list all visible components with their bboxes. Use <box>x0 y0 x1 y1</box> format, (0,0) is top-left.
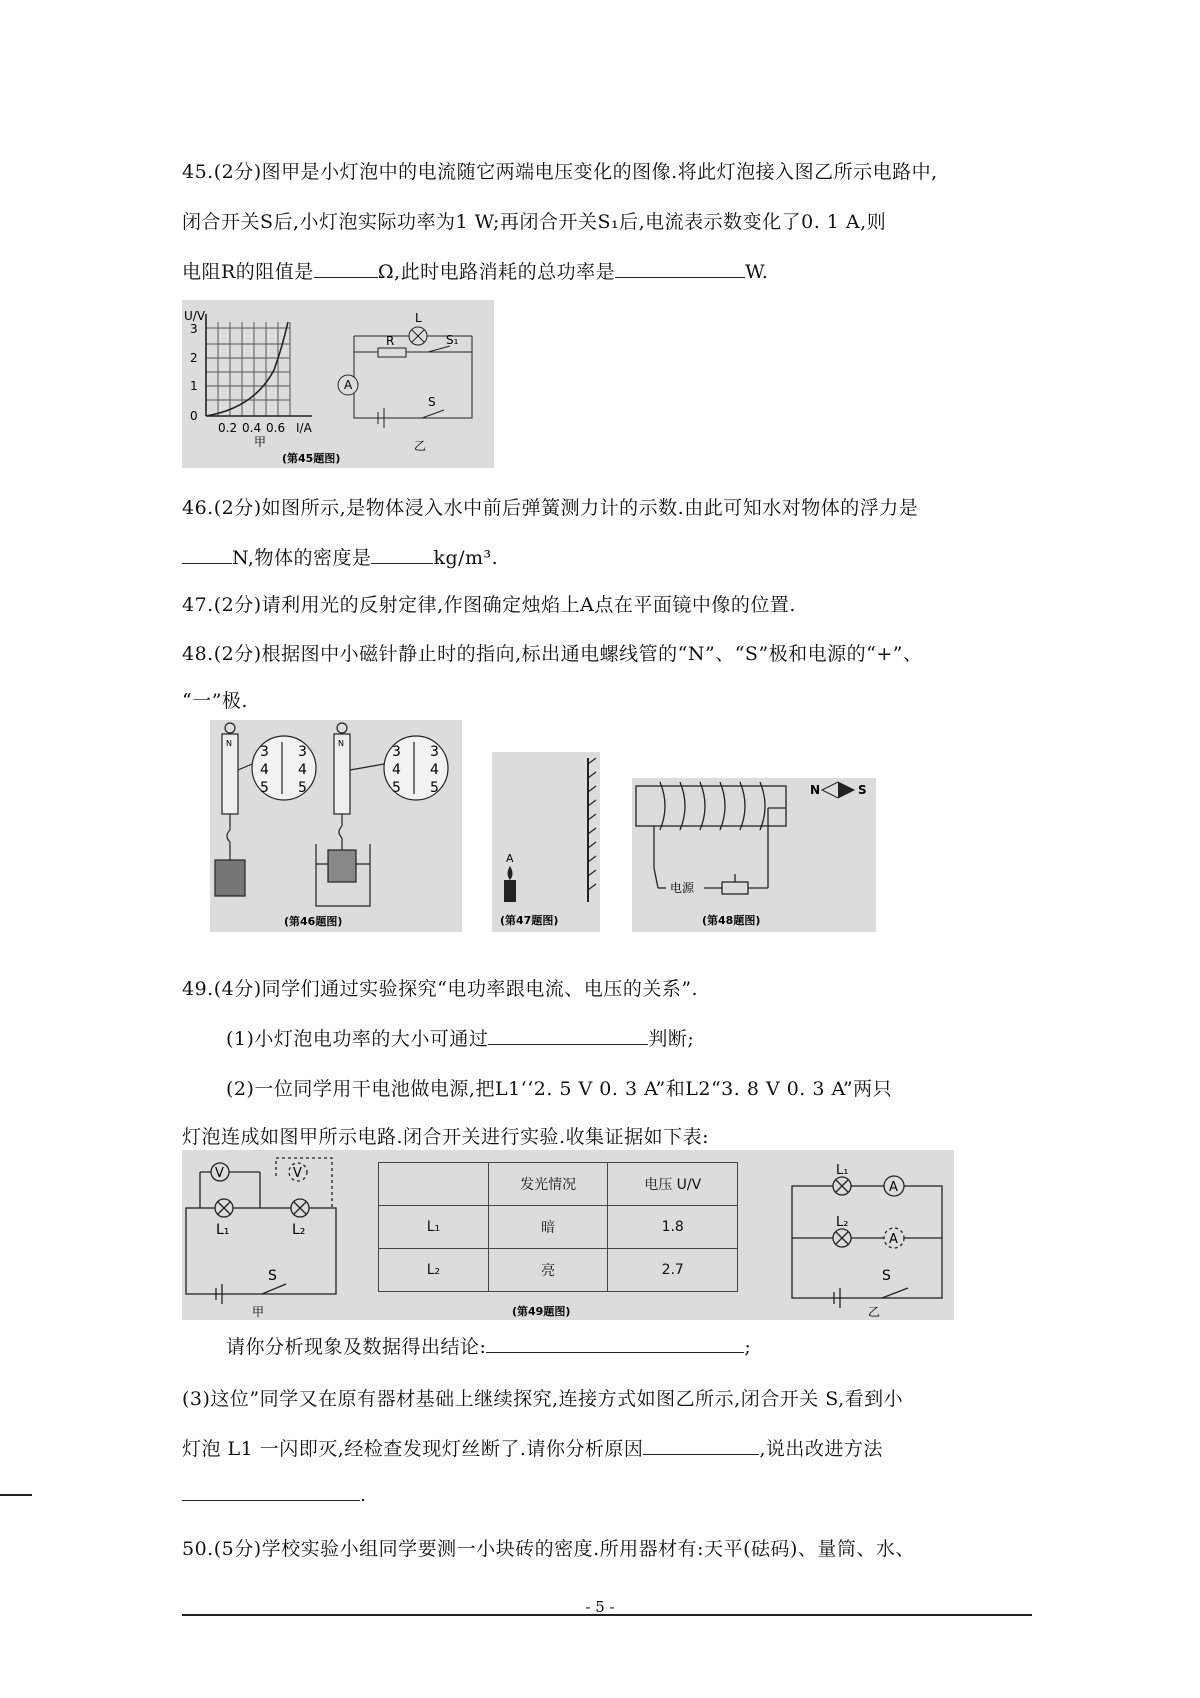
answer-blank[interactable] <box>643 1436 759 1455</box>
answer-blank[interactable] <box>182 545 232 564</box>
switch-label: S <box>268 1268 277 1284</box>
scale-reading: 4 <box>392 762 401 778</box>
data-table <box>378 1162 738 1292</box>
footer-rule <box>182 1614 1032 1616</box>
resistor-label: R <box>386 334 395 348</box>
answer-blank[interactable] <box>182 1482 360 1501</box>
answer-blank[interactable] <box>314 259 378 278</box>
q49-part3: (3)这位”同学又在原有器材基础上继续探究,连接方式如图乙所示,闭合开关 S,看到小 <box>182 1388 904 1410</box>
table-cell: 亮 <box>488 1249 608 1292</box>
q48-line1: 48.(2分)根据图中小磁针静止时的指向,标出通电螺线管的“N”、“S”极和电源的“+”、 <box>182 643 923 665</box>
figure-caption: (第45题图) <box>282 452 341 465</box>
switch1-label: S₁ <box>446 333 459 347</box>
figure-45-drawing <box>182 300 494 468</box>
q49-part3-line2: 灯泡 L1 一闪即灭,经检查发现灯丝断了.请你分析原因 ,说出改进方法 <box>182 1438 883 1460</box>
answer-blank[interactable] <box>486 1334 744 1353</box>
power-source-label: 电源 <box>670 881 695 895</box>
table-cell: 1.8 <box>608 1206 738 1249</box>
q49-part1: (1)小灯泡电功率的大小可通过 判断; <box>226 1028 695 1050</box>
figure-45 <box>182 300 494 468</box>
ammeter-label: A <box>889 1232 898 1247</box>
figure-label-yi: 乙 <box>868 1305 881 1319</box>
q45-line3: 电阻R的阻值是 Ω,此时电路消耗的总功率是 W. <box>182 261 769 283</box>
q46-line2: N,物体的密度是 kg/m³. <box>182 543 498 570</box>
answer-blank[interactable] <box>371 545 433 564</box>
figure-49 <box>182 1150 954 1320</box>
figure-48 <box>632 778 876 932</box>
y-tick: 3 <box>190 322 198 336</box>
lamp2-label: L₂ <box>292 1222 306 1238</box>
answer-blank[interactable] <box>488 1026 648 1045</box>
q46-line1: 46.(2分)如图所示,是物体浸入水中前后弹簧测力计的示数.由此可知水对物体的浮力是 <box>182 497 919 519</box>
figure-47 <box>492 752 600 932</box>
figure-caption: (第49题图) <box>512 1305 571 1318</box>
scale-reading: 5 <box>392 780 401 796</box>
table-cell: 2.7 <box>608 1249 738 1292</box>
figure-caption: (第48题图) <box>702 914 761 927</box>
needle-north-label: N <box>810 783 821 797</box>
scale-reading: 3 <box>430 744 439 760</box>
scale-reading: 3 <box>298 744 307 760</box>
point-a-label: A <box>506 852 514 865</box>
scale-reading: 5 <box>430 780 439 796</box>
scale-reading: 4 <box>260 762 269 778</box>
y-tick: 1 <box>190 379 198 393</box>
q49-part3-line3: . <box>182 1482 367 1506</box>
x-axis-label: I/A <box>296 421 312 435</box>
figure-caption: (第46题图) <box>284 915 343 928</box>
voltmeter-label: V <box>215 1166 224 1181</box>
x-tick: 0.4 <box>242 421 262 435</box>
needle-south-label: S <box>858 783 867 797</box>
scale-reading: 3 <box>260 744 269 760</box>
q45-line1: 45.(2分)图甲是小灯泡中的电流随它两端电压变化的图像.将此灯泡接入图乙所示电路中, <box>182 161 938 183</box>
figure-caption: (第47题图) <box>500 914 559 927</box>
figure-48-drawing <box>632 778 876 932</box>
q49-line1: 49.(4分)同学们通过实验探究“电功率跟电流、电压的关系”. <box>182 978 699 1000</box>
q49-part2: (2)一位同学用干电池做电源,把L1‘‘2. 5 V 0. 3 A”和L2“3. 8 V 0. 3 A”两只 <box>226 1078 893 1100</box>
table-row <box>379 1249 738 1292</box>
table-row <box>379 1206 738 1249</box>
q50-line1: 50.(5分)学校实验小组同学要测一小块砖的密度.所用器材有:天平(砝码)、量筒、水、 <box>182 1538 915 1560</box>
q45-line2: 闭合开关S后,小灯泡实际功率为1 W;再闭合开关S₁后,电流表示数变化了0. 1 A,则 <box>182 211 887 233</box>
y-tick: 2 <box>190 351 198 365</box>
y-tick: 0 <box>190 409 198 423</box>
table-cell: L₁ <box>379 1206 489 1249</box>
scale-reading: 5 <box>298 780 307 796</box>
q47-line1: 47.(2分)请利用光的反射定律,作图确定烛焰上A点在平面镜中像的位置. <box>182 594 796 616</box>
scale-letter: N <box>338 739 344 748</box>
switch-label: S <box>428 395 436 409</box>
table-header: 发光情况 <box>488 1163 608 1206</box>
margin-mark <box>0 1494 32 1496</box>
q48-line2: “一”极. <box>182 690 248 712</box>
lamp1-label: L₁ <box>216 1222 230 1238</box>
q49-part2b: 灯泡连成如图甲所示电路.闭合开关进行实验.收集证据如下表: <box>182 1126 709 1148</box>
lamp1-label: L₁ <box>836 1163 849 1178</box>
table-header: 电压 U/V <box>608 1163 738 1206</box>
x-tick: 0.2 <box>218 421 238 435</box>
answer-blank[interactable] <box>615 259 745 278</box>
lamp2-label: L₂ <box>836 1215 849 1230</box>
voltmeter-label: V <box>293 1166 302 1181</box>
ammeter-label: A <box>889 1180 898 1195</box>
table-cell: 暗 <box>488 1206 608 1249</box>
table-cell: L₂ <box>379 1249 489 1292</box>
switch-label: S <box>882 1268 891 1284</box>
figure-label-yi: 乙 <box>414 439 427 453</box>
scale-reading: 5 <box>260 780 269 796</box>
figure-47-drawing <box>492 752 600 932</box>
scale-letter: N <box>226 739 232 748</box>
figure-label-jia: 甲 <box>254 435 267 449</box>
scale-reading: 4 <box>430 762 439 778</box>
scale-reading: 4 <box>298 762 307 778</box>
lamp-label: L <box>415 311 422 325</box>
table-header <box>379 1163 489 1206</box>
scale-reading: 3 <box>392 744 401 760</box>
table-header-row <box>379 1163 738 1206</box>
figure-46-drawing <box>210 720 462 932</box>
x-tick: 0.6 <box>266 421 286 435</box>
figure-label-jia: 甲 <box>252 1305 265 1319</box>
q49-conclusion: 请你分析现象及数据得出结论: ; <box>226 1336 752 1358</box>
page-number: - 5 - <box>585 1598 615 1616</box>
ammeter-label: A <box>344 378 353 392</box>
figure-46 <box>210 720 462 932</box>
y-axis-label: U/V <box>184 309 206 323</box>
